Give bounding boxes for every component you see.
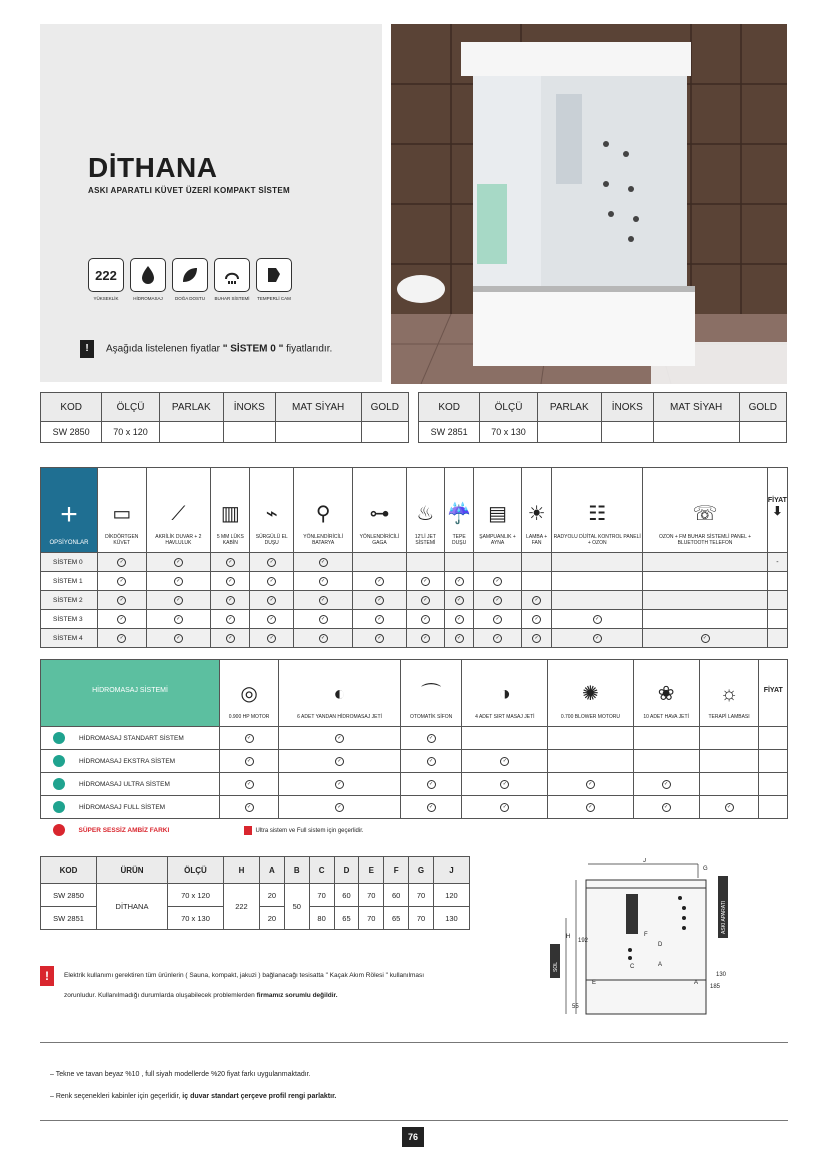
check-icon: ✓ <box>245 803 254 812</box>
check-icon: ✓ <box>319 596 328 605</box>
check-icon: ✓ <box>701 634 710 643</box>
hydro-icon-3: ◑ <box>498 683 511 705</box>
svg-text:192: 192 <box>578 938 589 944</box>
option-icon-11: ☏ <box>692 503 718 525</box>
check-icon: ✓ <box>245 780 254 789</box>
hydro-col-3: ◑ 4 ADET SIRT MASAJ JETİ <box>462 660 548 727</box>
check-icon: ✓ <box>117 615 126 624</box>
option-icon-3: ⌁ <box>265 503 278 525</box>
hydro-icon-5: ❀ <box>657 683 675 705</box>
check-icon: ✓ <box>421 596 430 605</box>
option-col-7: ☔ TEPE DUŞU <box>445 468 474 553</box>
check-icon: ✓ <box>267 634 276 643</box>
check-icon: ✓ <box>493 596 502 605</box>
product-photo <box>391 24 787 384</box>
check-icon: ✓ <box>335 734 344 743</box>
check-icon: ✓ <box>662 780 671 789</box>
system-price <box>767 572 787 591</box>
exclamation-icon: ! <box>80 340 94 358</box>
divider-bottom <box>40 1120 788 1121</box>
check-icon: ✓ <box>375 596 384 605</box>
check-icon: ✓ <box>174 634 183 643</box>
hydro-icon-6: ☼ <box>719 683 739 705</box>
warning-icon: ! <box>40 966 54 986</box>
option-icon-5: ⊶ <box>369 503 390 525</box>
page-number: 76 <box>402 1127 424 1147</box>
option-col-10: ☷ RADYOLU DİJİTAL KONTROL PANELİ + OZON <box>552 468 643 553</box>
radiator-icon <box>130 258 166 292</box>
check-icon: ✓ <box>493 577 502 586</box>
svg-text:SOL: SOL <box>553 961 559 972</box>
check-icon: ✓ <box>267 558 276 567</box>
hydro-col-1: ◐ 6 ADET YANDAN HİDROMASAJ JETİ <box>279 660 401 727</box>
svg-text:D: D <box>658 942 663 948</box>
electric-warning: Elektrik kullanımı gerektiren tüm ürünlerin ( Sauna, kompakt, jakuzi ) bağlanacağı tesisatta " Kaçak Akım Rölesi " kullanılması zorunludur. Kullanılmadığı durumlarda oluşabilecek problemlerden firmamız sorumlu değildir. <box>64 972 425 999</box>
check-icon: ✓ <box>500 780 509 789</box>
check-icon: ✓ <box>493 615 502 624</box>
check-icon: ✓ <box>319 558 328 567</box>
check-icon: ✓ <box>455 577 464 586</box>
red-dot-icon <box>53 824 65 836</box>
check-icon: ✓ <box>421 577 430 586</box>
svg-text:55: 55 <box>572 1004 579 1010</box>
svg-text:J: J <box>643 858 646 864</box>
options-price-col: FİYAT ⬇ <box>767 468 787 553</box>
hydro-icon-2: ⌒ <box>421 683 442 705</box>
hydro-extra-row: SÜPER SESSİZ AMBİZ FARKI Ultra sistem ve Full sistem için geçerlidir. <box>41 819 788 842</box>
hydro-icon-4: ✺ <box>582 683 599 705</box>
check-icon: ✓ <box>375 577 384 586</box>
check-icon: ✓ <box>421 634 430 643</box>
check-icon: ✓ <box>117 577 126 586</box>
option-col-3: ⌁ SÜRGÜLÜ EL DUŞU <box>250 468 294 553</box>
teal-dot-icon <box>53 732 65 744</box>
check-icon: ✓ <box>245 734 254 743</box>
check-icon: ✓ <box>174 577 183 586</box>
check-icon: ✓ <box>335 780 344 789</box>
hydro-col-2: ⌒ OTOMATİK SİFON <box>400 660 462 727</box>
option-col-8: ▤ ŞAMPUANLIK + AYNA <box>474 468 522 553</box>
check-icon: ✓ <box>662 803 671 812</box>
check-icon: ✓ <box>532 615 541 624</box>
teal-dot-icon <box>53 801 65 813</box>
svg-text:185: 185 <box>710 984 721 990</box>
col-gold: GOLD <box>361 393 408 422</box>
hydro-row <box>41 773 788 796</box>
svg-text:G: G <box>703 866 708 872</box>
check-icon: ✓ <box>226 634 235 643</box>
option-col-4: ⚲ YÖNLENDİRİCİLİ BATARYA <box>293 468 352 553</box>
check-icon: ✓ <box>427 780 436 789</box>
check-icon: ✓ <box>455 596 464 605</box>
col-parlak: PARLAK <box>159 393 223 422</box>
check-icon: ✓ <box>117 596 126 605</box>
check-icon: ✓ <box>493 634 502 643</box>
hero-panel <box>40 24 382 382</box>
check-icon: ✓ <box>226 596 235 605</box>
feature-eco: DOĞA DOSTU <box>172 258 208 301</box>
svg-text:130: 130 <box>716 972 727 978</box>
check-icon: ✓ <box>586 803 595 812</box>
hydro-row <box>41 750 788 773</box>
hydro-system-name: HİDROMASAJ STANDART SİSTEM <box>79 734 184 742</box>
hydro-row <box>41 727 788 750</box>
option-icon-9: ☀ <box>527 503 546 525</box>
feature-steam: BUHAR SİSTEMİ <box>214 258 250 301</box>
feature-glass: TEMPERLİ CAM <box>256 258 292 301</box>
system-price <box>767 591 787 610</box>
col-inoks: İNOKS <box>223 393 275 422</box>
svg-text:ASKI APARATI: ASKI APARATI <box>721 900 727 934</box>
check-icon: ✓ <box>427 734 436 743</box>
hydro-icon-0: ◎ <box>240 683 258 705</box>
options-row <box>41 610 788 629</box>
check-icon: ✓ <box>267 615 276 624</box>
arrow-down-icon: ⬇ <box>772 503 783 518</box>
dimension-table: KOD ÜRÜN ÖLÇÜ H A B C D E F G J SW 2850 DİTHANA 70 x 120 222 20 50 70 60 70 60 70 120 SW 2851 70 x 130 20 80 65 70 65 70 130 <box>40 856 470 930</box>
options-row <box>41 553 788 572</box>
price-table-sw2850 <box>40 392 409 443</box>
option-col-1: ⟋ AKRİLİK DUVAR + 2 HAVLULUK <box>146 468 211 553</box>
option-col-5: ⊶ YÖNLENDİRİCİLİ GAGA <box>353 468 406 553</box>
system-name: SİSTEM 1 <box>41 572 98 591</box>
check-icon: ✓ <box>267 596 276 605</box>
system-name: SİSTEM 2 <box>41 591 98 610</box>
hydro-system-name: HİDROMASAJ ULTRA SİSTEM <box>79 780 170 788</box>
option-icon-7: ☔ <box>446 503 472 525</box>
hydromassage-table <box>40 659 788 841</box>
hydro-header: HİDROMASAJ SİSTEMİ <box>41 660 220 727</box>
hydro-row <box>41 796 788 819</box>
teal-dot-icon <box>53 778 65 790</box>
hydro-col-4: ✺ 0.700 BLOWER MOTORU <box>548 660 633 727</box>
product-name-cell: DİTHANA <box>97 884 168 930</box>
system-price <box>767 629 787 648</box>
technical-drawing <box>548 858 734 1024</box>
check-icon: ✓ <box>427 803 436 812</box>
hydro-col-0: ◎ 0.900 HP MOTOR <box>220 660 279 727</box>
svg-text:E: E <box>592 980 597 986</box>
check-icon: ✓ <box>117 634 126 643</box>
check-icon: ✓ <box>455 615 464 624</box>
footnotes: – Tekne ve tavan beyaz %10 , full siyah modellerde %20 fiyat farkı uygulanmaktadır. – Renk seçenekleri kabinler için geçerlidir, iç duvar standart çerçeve profil rengi parlaktır. <box>50 1071 337 1100</box>
svg-text:F: F <box>644 932 648 938</box>
option-col-6: ♨ 12'Lİ JET SİSTEMİ <box>406 468 445 553</box>
system-name: SİSTEM 0 <box>41 553 98 572</box>
option-col-11: ☏ OZON + FM BUHAR SİSTEMLİ PANEL + BLUETOOTH TELEFON <box>643 468 768 553</box>
option-icon-1: ⟋ <box>171 503 186 525</box>
check-icon: ✓ <box>593 615 602 624</box>
price-table-sw2851: KOD ÖLÇÜ PARLAK İNOKS MAT SİYAH GOLD SW 2851 70 x 130 <box>418 392 787 443</box>
check-icon: ✓ <box>421 615 430 624</box>
check-icon: ✓ <box>174 558 183 567</box>
check-icon: ✓ <box>725 803 734 812</box>
col-kod: KOD <box>41 393 102 422</box>
check-icon: ✓ <box>532 596 541 605</box>
hydro-col-6: ☼ TERAPİ LAMBASI <box>699 660 759 727</box>
check-icon: ✓ <box>117 558 126 567</box>
product-subtitle: ASKI APARATLI KÜVET ÜZERİ KOMPAKT SİSTEM <box>88 186 290 195</box>
check-icon: ✓ <box>226 577 235 586</box>
teal-dot-icon <box>53 755 65 767</box>
check-icon: ✓ <box>500 803 509 812</box>
option-icon-8: ▤ <box>488 503 507 525</box>
options-row <box>41 572 788 591</box>
col-olcu: ÖLÇÜ <box>102 393 159 422</box>
hydro-col-5: ❀ 10 ADET HAVA JETİ <box>633 660 699 727</box>
check-icon: ✓ <box>174 596 183 605</box>
product-title: DİTHANA <box>88 152 218 183</box>
steam-icon <box>214 258 250 292</box>
svg-text:C: C <box>630 964 635 970</box>
system-name: SİSTEM 3 <box>41 610 98 629</box>
glass-icon <box>256 258 292 292</box>
svg-text:A: A <box>658 962 663 968</box>
check-icon: ✓ <box>226 615 235 624</box>
hydro-price-col: FİYAT <box>759 660 788 727</box>
check-icon: ✓ <box>226 558 235 567</box>
feature-hydro: HİDROMASAJ <box>130 258 166 301</box>
option-icon-0: ▭ <box>112 503 132 525</box>
svg-text:H: H <box>566 934 571 940</box>
hydro-system-name: HİDROMASAJ FULL SİSTEM <box>79 803 166 811</box>
red-bar-icon <box>244 826 252 835</box>
leaf-icon <box>172 258 208 292</box>
options-row <box>41 629 788 648</box>
check-icon: ✓ <box>319 634 328 643</box>
check-icon: ✓ <box>586 780 595 789</box>
plus-icon: + <box>60 498 78 531</box>
option-icon-6: ♨ <box>416 503 435 525</box>
check-icon: ✓ <box>532 634 541 643</box>
col-mat-siyah: MAT SİYAH <box>275 393 361 422</box>
svg-text:A: A <box>694 980 699 986</box>
hydro-icon-1: ◐ <box>333 683 346 705</box>
option-col-9: ☀ LAMBA + FAN <box>522 468 552 553</box>
options-table <box>40 467 788 648</box>
olcu-cell: 70 x 120 <box>102 422 159 443</box>
check-icon: ✓ <box>375 634 384 643</box>
system-name: SİSTEM 4 <box>41 629 98 648</box>
system-price <box>767 610 787 629</box>
option-icon-4: ⚲ <box>315 503 331 525</box>
check-icon: ✓ <box>245 757 254 766</box>
option-icon-10: ☷ <box>588 503 607 525</box>
check-icon: ✓ <box>455 634 464 643</box>
options-row <box>41 591 788 610</box>
check-icon: ✓ <box>500 757 509 766</box>
check-icon: ✓ <box>375 615 384 624</box>
check-icon: ✓ <box>427 757 436 766</box>
check-icon: ✓ <box>174 615 183 624</box>
hydro-system-name: HİDROMASAJ EKSTRA SİSTEM <box>79 757 176 765</box>
height-badge: 222 <box>88 258 124 292</box>
option-col-0: ▭ DİKDÖRTGEN KÜVET <box>98 468 147 553</box>
check-icon: ✓ <box>319 577 328 586</box>
kod-cell: SW 2850 <box>41 422 102 443</box>
check-icon: ✓ <box>335 803 344 812</box>
check-icon: ✓ <box>267 577 276 586</box>
check-icon: ✓ <box>319 615 328 624</box>
system-price: - <box>767 553 787 572</box>
options-corner: + OPSİYONLAR <box>41 468 98 553</box>
option-icon-2: ▥ <box>220 503 240 525</box>
check-icon: ✓ <box>335 757 344 766</box>
option-col-2: ▥ 5 MM LÜKS KABİN <box>211 468 250 553</box>
price-notice: ! Aşağıda listelenen fiyatlar " SİSTEM 0 " fiyatlarıdır. <box>80 340 332 358</box>
feature-height: 222 YÜKSEKLİK <box>88 258 124 301</box>
divider <box>40 1042 788 1043</box>
check-icon: ✓ <box>593 634 602 643</box>
